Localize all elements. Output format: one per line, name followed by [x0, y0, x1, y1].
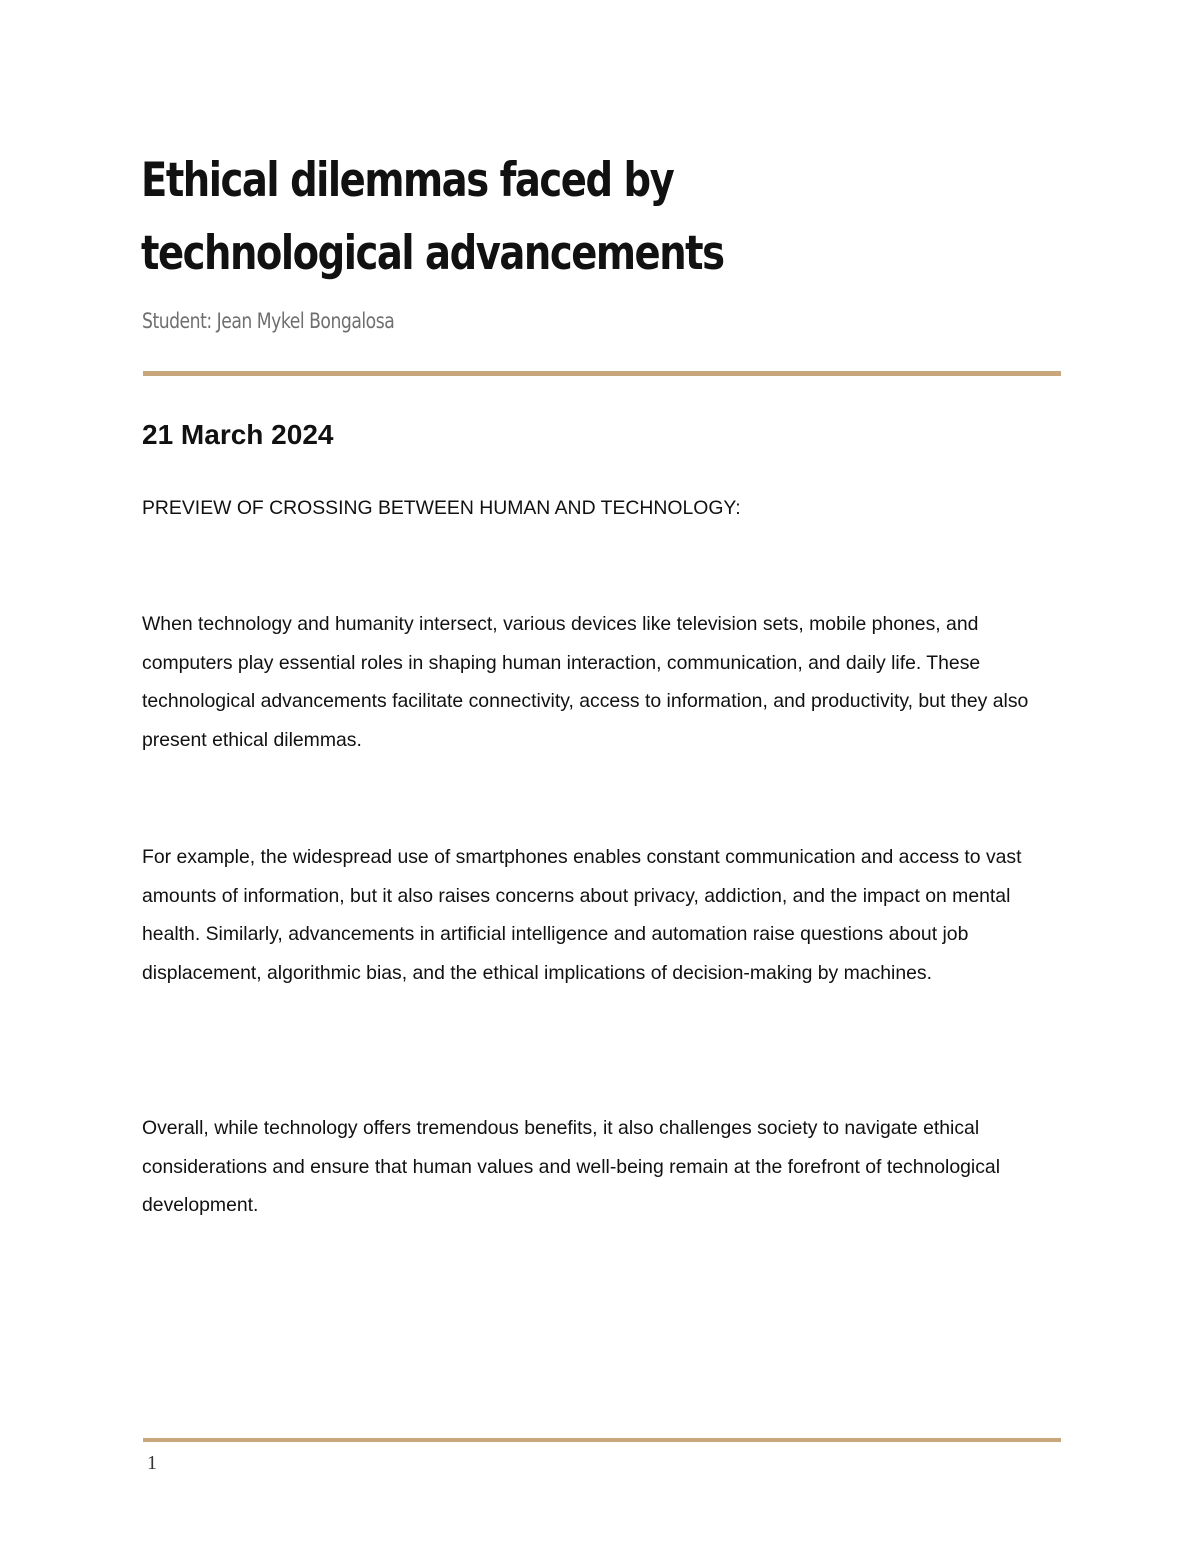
student-name: Student: Jean Mykel Bongalosa [142, 309, 395, 333]
body-paragraph-3: Overall, while technology offers tremendous benefits, it also challenges society to navigate ethical considerations and ensure that human values and well-being remain at the forefront of technological development. [142, 1117, 1001, 1217]
page-number: 1 [147, 1452, 157, 1474]
body-paragraph-2: For example, the widespread use of smartphones enables constant communication and access to vast amounts of information, but it also raises concerns about privacy, addiction, and the impact on mental health. Similarly, advancements in artificial intelligence and automation raise questions about job displacement, algorithmic bias, and the ethical implications of decision-making by machines. [142, 846, 1022, 984]
preview-heading: PREVIEW OF CROSSING BETWEEN HUMAN AND TECHNOLOGY: [142, 497, 741, 519]
body-paragraph-1: When technology and humanity intersect, various devices like television sets, mobile phones, and computers play essential roles in shaping human interaction, communication, and daily life. These technological advancements facilitate connectivity, access to information, and productivity, but they also present ethical dilemmas. [142, 613, 1029, 751]
document-date: 21 March 2024 [142, 419, 334, 450]
header-divider [143, 371, 1061, 376]
footer-divider [143, 1438, 1061, 1442]
document-title: Ethical dilemmas faced by technological advancements [141, 153, 724, 281]
